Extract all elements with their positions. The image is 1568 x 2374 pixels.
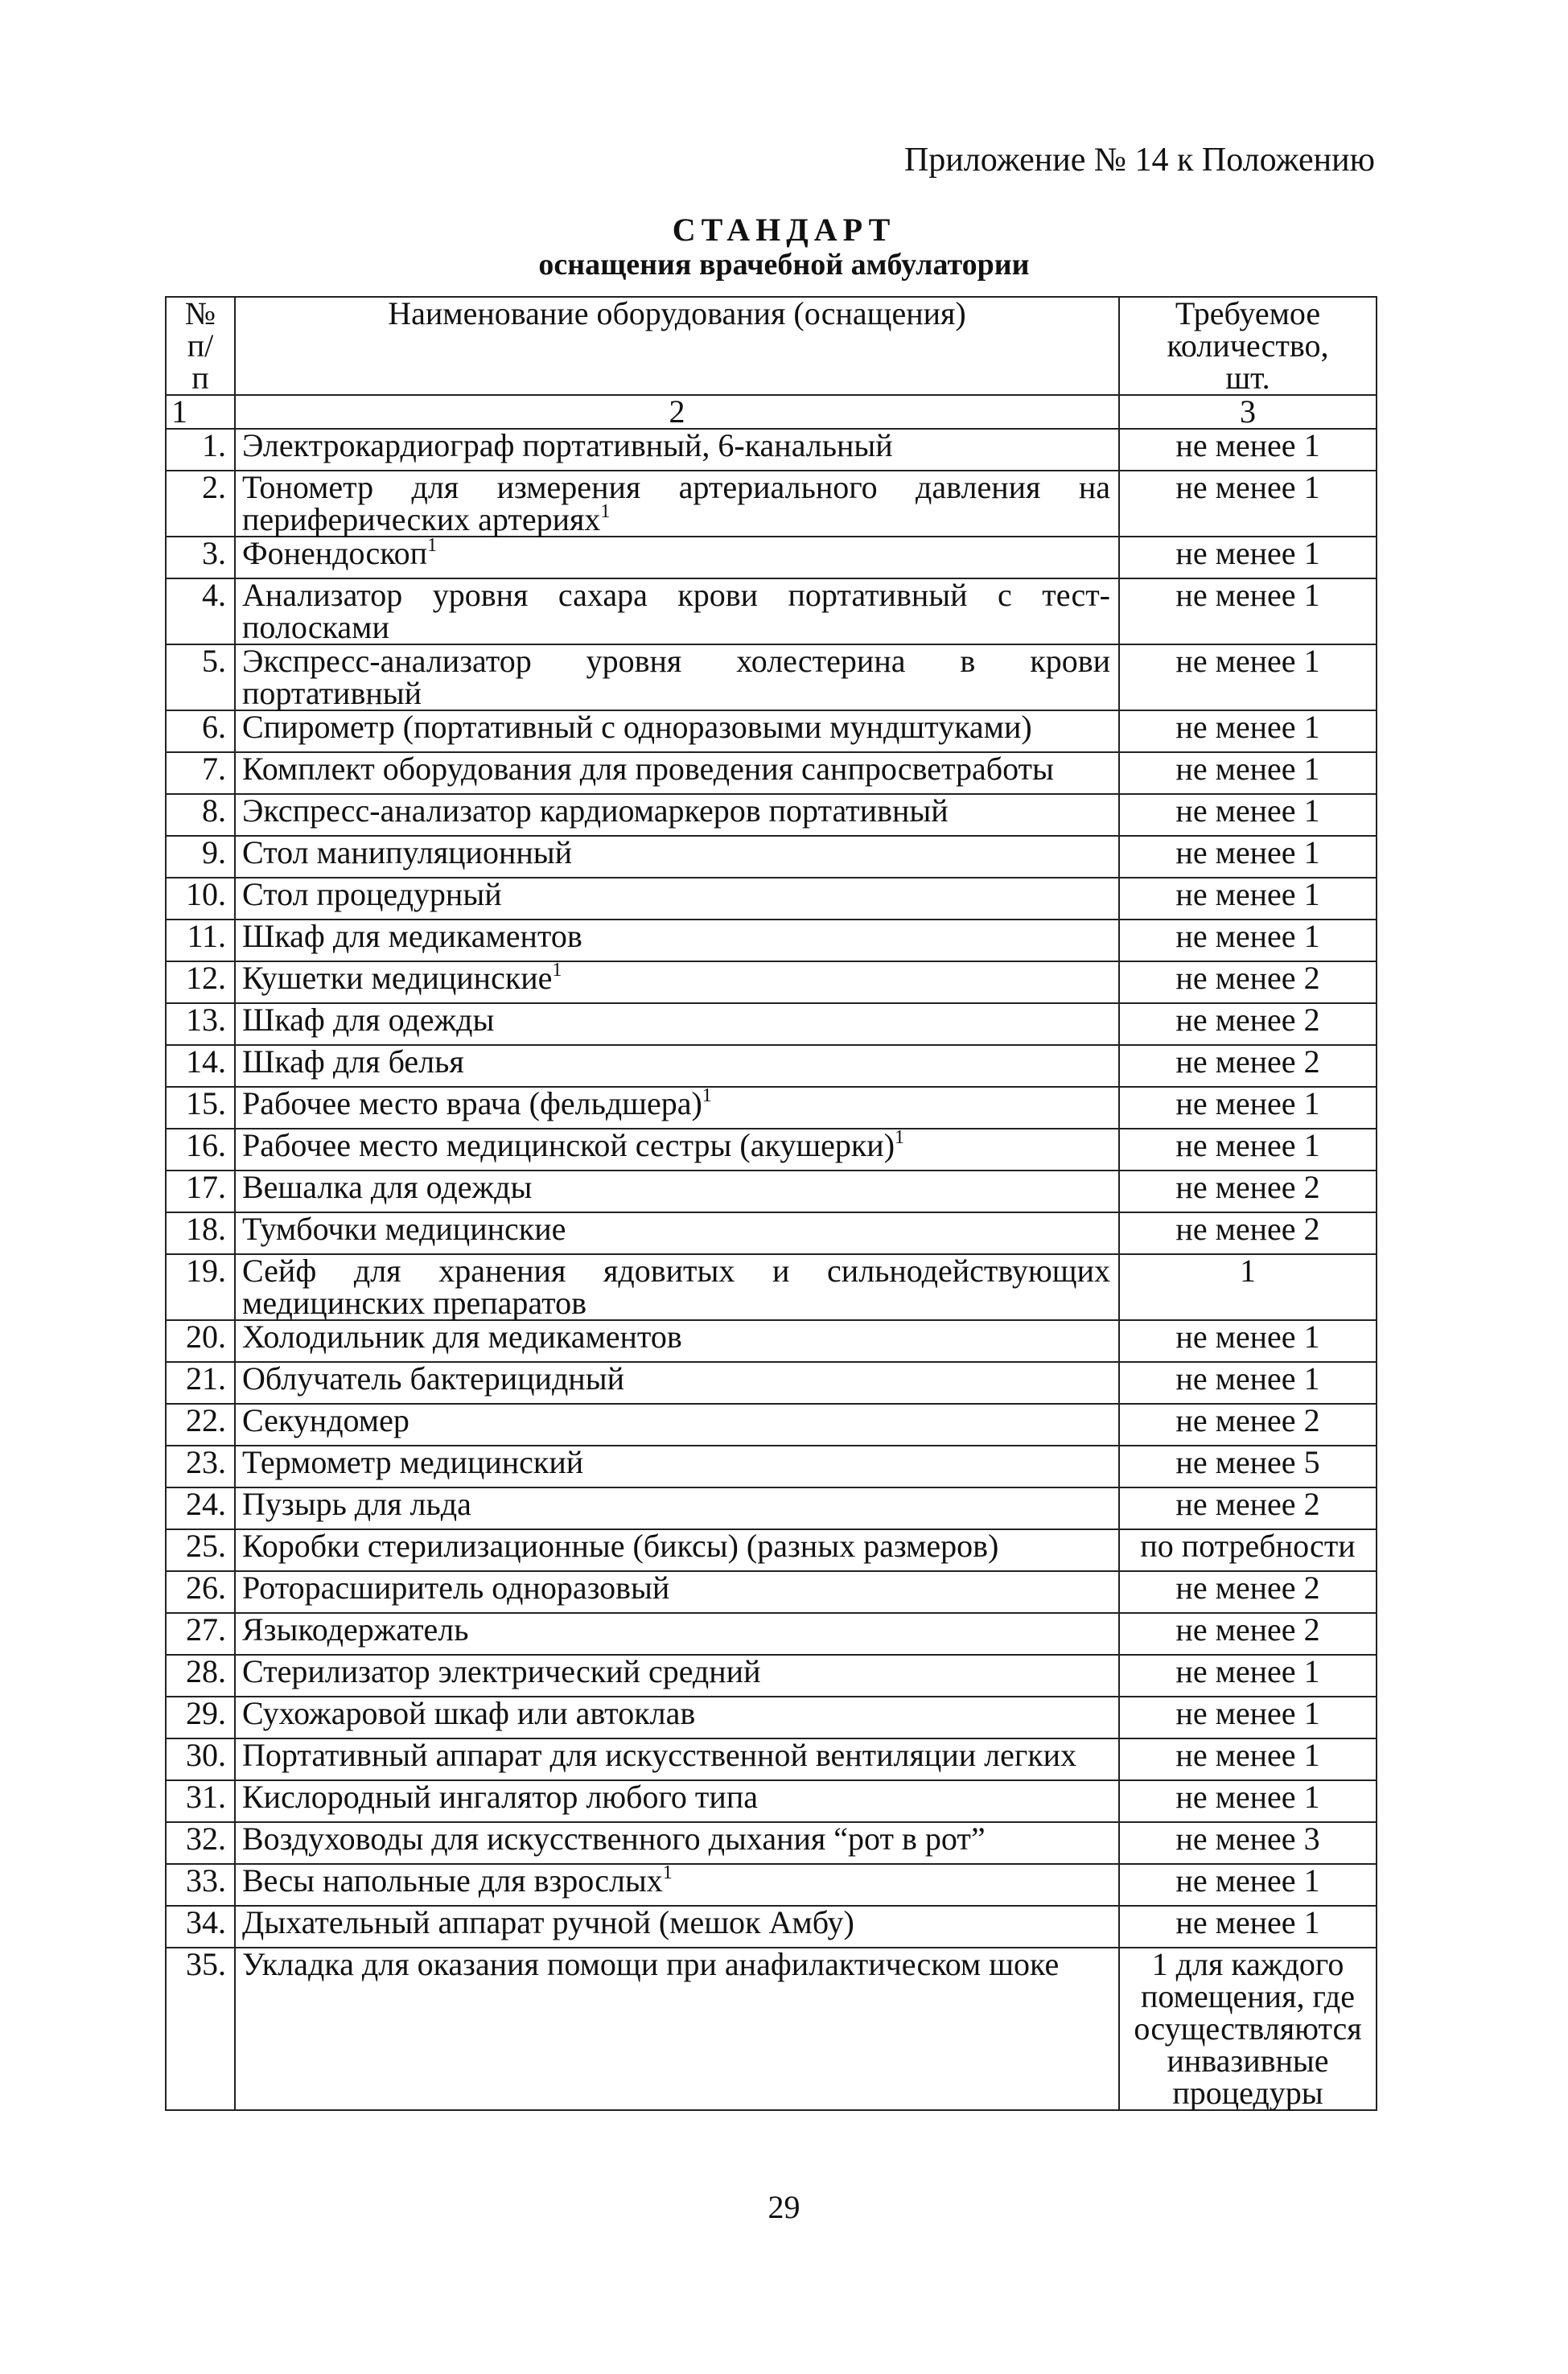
row-number: 21. bbox=[166, 1362, 235, 1404]
equipment-name: Кислородный ингалятор любого типа bbox=[242, 1779, 758, 1815]
table-row bbox=[166, 1613, 1377, 1655]
table-row bbox=[166, 1864, 1377, 1906]
equipment-name-cell bbox=[235, 429, 1119, 471]
equipment-name-cell bbox=[235, 878, 1119, 920]
row-number: 6. bbox=[166, 710, 235, 752]
table-row bbox=[166, 578, 1377, 644]
table-row bbox=[166, 1571, 1377, 1613]
row-number: 23. bbox=[166, 1446, 235, 1487]
table-row bbox=[166, 1003, 1377, 1045]
table-row bbox=[166, 920, 1377, 961]
row-number: 8. bbox=[166, 794, 235, 836]
required-quantity: не менее 2 bbox=[1119, 1404, 1377, 1446]
equipment-name-cell bbox=[235, 1822, 1119, 1864]
equipment-name: Стол манипуляционный bbox=[242, 834, 573, 870]
equipment-name-cell bbox=[235, 1697, 1119, 1738]
equipment-name: Рабочее место медицинской сестры (акушерки) bbox=[242, 1127, 895, 1163]
equipment-name: Сейф для хранения ядовитых и сильнодействующих медицинских препаратов bbox=[242, 1253, 1110, 1321]
row-number: 14. bbox=[166, 1045, 235, 1087]
row-number: 5. bbox=[166, 644, 235, 710]
equipment-name: Дыхательный аппарат ручной (мешок Амбу) bbox=[242, 1904, 854, 1940]
column-header-name: Наименование оборудования (оснащения) bbox=[235, 297, 1119, 395]
table-row bbox=[166, 644, 1377, 710]
equipment-name-cell bbox=[235, 578, 1119, 644]
required-quantity: не менее 1 bbox=[1119, 1087, 1377, 1129]
row-number: 13. bbox=[166, 1003, 235, 1045]
equipment-name: Рабочее место врача (фельдшера) bbox=[242, 1085, 702, 1121]
equipment-name-cell bbox=[235, 1171, 1119, 1212]
equipment-name: Тумбочки медицинские bbox=[242, 1211, 566, 1247]
equipment-name-cell bbox=[235, 1613, 1119, 1655]
equipment-name: Комплект оборудования для проведения санпросветработы bbox=[242, 751, 1054, 787]
row-number: 26. bbox=[166, 1571, 235, 1613]
table-row bbox=[166, 1129, 1377, 1171]
equipment-name-cell bbox=[235, 710, 1119, 752]
equipment-name-cell bbox=[235, 836, 1119, 878]
table-row bbox=[166, 1655, 1377, 1697]
equipment-name: Роторасширитель одноразовый bbox=[242, 1570, 670, 1606]
required-quantity: не менее 1 bbox=[1119, 710, 1377, 752]
table-row bbox=[166, 710, 1377, 752]
equipment-name-cell bbox=[235, 1129, 1119, 1171]
table-row bbox=[166, 1948, 1377, 2110]
table-row bbox=[166, 429, 1377, 471]
required-quantity: не менее 1 bbox=[1119, 471, 1377, 537]
row-number: 20. bbox=[166, 1320, 235, 1362]
row-number: 35. bbox=[166, 1948, 235, 2110]
equipment-name-cell bbox=[235, 1864, 1119, 1906]
row-number: 33. bbox=[166, 1864, 235, 1906]
row-number: 15. bbox=[166, 1087, 235, 1129]
row-number: 17. bbox=[166, 1171, 235, 1212]
equipment-name-cell bbox=[235, 1738, 1119, 1780]
required-quantity: не менее 1 bbox=[1119, 836, 1377, 878]
equipment-name: Весы напольные для взрослых bbox=[242, 1862, 663, 1899]
equipment-name: Портативный аппарат для искусственной вентиляции легких bbox=[242, 1737, 1077, 1773]
row-number: 9. bbox=[166, 836, 235, 878]
row-number: 27. bbox=[166, 1613, 235, 1655]
column-number: 1 bbox=[166, 395, 235, 429]
required-quantity: не менее 2 bbox=[1119, 1487, 1377, 1529]
equipment-name-cell bbox=[235, 1254, 1119, 1320]
row-number: 25. bbox=[166, 1529, 235, 1571]
equipment-name: Электрокардиограф портативный, 6-канальный bbox=[242, 427, 893, 463]
equipment-name-cell bbox=[235, 1655, 1119, 1697]
required-quantity: не менее 3 bbox=[1119, 1822, 1377, 1864]
table-row bbox=[166, 836, 1377, 878]
required-quantity: не менее 1 bbox=[1119, 1780, 1377, 1822]
equipment-name-cell bbox=[235, 537, 1119, 578]
equipment-name: Секундомер bbox=[242, 1402, 409, 1438]
equipment-name-cell bbox=[235, 1212, 1119, 1254]
row-number: 7. bbox=[166, 752, 235, 794]
appendix-reference: Приложение № 14 к Положению bbox=[903, 142, 1375, 179]
equipment-name-cell bbox=[235, 961, 1119, 1003]
footnote-marker: 1 bbox=[662, 1862, 673, 1883]
required-quantity: не менее 5 bbox=[1119, 1446, 1377, 1487]
footnote-marker: 1 bbox=[552, 960, 562, 981]
row-number: 16. bbox=[166, 1129, 235, 1171]
row-number: 29. bbox=[166, 1697, 235, 1738]
equipment-name: Шкаф для белья bbox=[242, 1043, 464, 1080]
equipment-name-cell bbox=[235, 794, 1119, 836]
required-quantity: не менее 1 bbox=[1119, 578, 1377, 644]
required-quantity: по потребности bbox=[1119, 1529, 1377, 1571]
required-quantity: не менее 1 bbox=[1119, 752, 1377, 794]
equipment-name: Стол процедурный bbox=[242, 876, 502, 912]
equipment-name-cell bbox=[235, 752, 1119, 794]
equipment-name-cell bbox=[235, 1087, 1119, 1129]
required-quantity: не менее 2 bbox=[1119, 1613, 1377, 1655]
equipment-name: Тонометр для измерения артериального давления на периферических артериях bbox=[242, 469, 1110, 537]
required-quantity: не менее 2 bbox=[1119, 1171, 1377, 1212]
equipment-name-cell bbox=[235, 1362, 1119, 1404]
required-quantity: не менее 1 bbox=[1119, 1864, 1377, 1906]
row-number: 2. bbox=[166, 471, 235, 537]
equipment-name: Холодильник для медикаментов bbox=[242, 1319, 682, 1355]
equipment-name-cell bbox=[235, 471, 1119, 537]
table-row bbox=[166, 1171, 1377, 1212]
row-number: 12. bbox=[166, 961, 235, 1003]
row-number: 28. bbox=[166, 1655, 235, 1697]
row-number: 4. bbox=[166, 578, 235, 644]
equipment-name: Экспресс-анализатор кардиомаркеров портативный bbox=[242, 792, 949, 829]
row-number: 19. bbox=[166, 1254, 235, 1320]
required-quantity: не менее 1 bbox=[1119, 1362, 1377, 1404]
table-row bbox=[166, 1822, 1377, 1864]
column-header-number: № п/п bbox=[166, 297, 235, 395]
table-row bbox=[166, 1738, 1377, 1780]
required-quantity: не менее 2 bbox=[1119, 1212, 1377, 1254]
equipment-name: Стерилизатор электрический средний bbox=[242, 1653, 761, 1689]
footnote-marker: 1 bbox=[600, 501, 611, 522]
table-row bbox=[166, 961, 1377, 1003]
equipment-name: Облучатель бактерицидный bbox=[242, 1360, 624, 1397]
equipment-name: Шкаф для одежды bbox=[242, 1002, 495, 1038]
table-row bbox=[166, 1212, 1377, 1254]
row-number: 22. bbox=[166, 1404, 235, 1446]
table-row bbox=[166, 1254, 1377, 1320]
required-quantity: не менее 1 bbox=[1119, 794, 1377, 836]
equipment-name-cell bbox=[235, 1404, 1119, 1446]
table-row bbox=[166, 471, 1377, 537]
footnote-marker: 1 bbox=[895, 1127, 905, 1148]
column-number: 3 bbox=[1119, 395, 1377, 429]
column-number-row bbox=[166, 395, 1377, 429]
equipment-name: Коробки стерилизационные (биксы) (разных размеров) bbox=[242, 1528, 999, 1564]
required-quantity: не менее 1 bbox=[1119, 1320, 1377, 1362]
row-number: 34. bbox=[166, 1906, 235, 1948]
table-header-row bbox=[166, 297, 1377, 395]
table-row bbox=[166, 1446, 1377, 1487]
equipment-table bbox=[165, 296, 1377, 2111]
equipment-name: Воздуховоды для искусственного дыхания “рот в рот” bbox=[242, 1821, 986, 1857]
table-row bbox=[166, 752, 1377, 794]
column-number: 2 bbox=[235, 395, 1119, 429]
equipment-name-cell bbox=[235, 920, 1119, 961]
equipment-name: Экспресс-анализатор уровня холестерина в крови портативный bbox=[242, 643, 1110, 711]
row-number: 31. bbox=[166, 1780, 235, 1822]
equipment-name: Вешалка для одежды bbox=[242, 1169, 533, 1205]
required-quantity: не менее 2 bbox=[1119, 1003, 1377, 1045]
table-row bbox=[166, 537, 1377, 578]
table-row bbox=[166, 1404, 1377, 1446]
table-row bbox=[166, 1362, 1377, 1404]
row-number: 11. bbox=[166, 920, 235, 961]
row-number: 18. bbox=[166, 1212, 235, 1254]
equipment-name-cell bbox=[235, 1320, 1119, 1362]
table-row bbox=[166, 1780, 1377, 1822]
required-quantity: не менее 1 bbox=[1119, 1697, 1377, 1738]
equipment-name: Термометр медицинский bbox=[242, 1444, 584, 1480]
required-quantity: не менее 1 bbox=[1119, 1655, 1377, 1697]
row-number: 24. bbox=[166, 1487, 235, 1529]
row-number: 3. bbox=[166, 537, 235, 578]
table-row bbox=[166, 1487, 1377, 1529]
required-quantity: не менее 1 bbox=[1119, 878, 1377, 920]
required-quantity: не менее 1 bbox=[1119, 1129, 1377, 1171]
table-row bbox=[166, 1529, 1377, 1571]
row-number: 10. bbox=[166, 878, 235, 920]
required-quantity: 1 для каждого помещения, где осуществляются инвазивные процедуры bbox=[1119, 1948, 1377, 2110]
page-number: 29 bbox=[768, 2189, 800, 2225]
required-quantity: 1 bbox=[1119, 1254, 1377, 1320]
table-row bbox=[166, 1697, 1377, 1738]
equipment-name-cell bbox=[235, 1045, 1119, 1087]
required-quantity: не менее 1 bbox=[1119, 1906, 1377, 1948]
required-quantity: не менее 1 bbox=[1119, 537, 1377, 578]
required-quantity: не менее 1 bbox=[1119, 644, 1377, 710]
column-header-quantity: Требуемое количество, шт. bbox=[1119, 297, 1377, 395]
document-subtitle: оснащения врачебной амбулатории bbox=[538, 248, 1030, 282]
equipment-name: Спирометр (портативный с одноразовыми мундштуками) bbox=[242, 709, 1032, 745]
required-quantity: не менее 2 bbox=[1119, 961, 1377, 1003]
equipment-name-cell bbox=[235, 1003, 1119, 1045]
equipment-name-cell bbox=[235, 1446, 1119, 1487]
table-row bbox=[166, 878, 1377, 920]
row-number: 32. bbox=[166, 1822, 235, 1864]
required-quantity: не менее 2 bbox=[1119, 1571, 1377, 1613]
equipment-name-cell bbox=[235, 644, 1119, 710]
row-number: 30. bbox=[166, 1738, 235, 1780]
table-row bbox=[166, 1320, 1377, 1362]
equipment-name: Фонендоскоп bbox=[242, 535, 428, 571]
equipment-name-cell bbox=[235, 1487, 1119, 1529]
equipment-name: Укладка для оказания помощи при анафилактическом шоке bbox=[242, 1946, 1060, 1982]
equipment-name-cell bbox=[235, 1906, 1119, 1948]
equipment-name-cell bbox=[235, 1948, 1119, 2110]
table-row bbox=[166, 794, 1377, 836]
required-quantity: не менее 2 bbox=[1119, 1045, 1377, 1087]
table-row bbox=[166, 1045, 1377, 1087]
equipment-name: Анализатор уровня сахара крови портативный с тест-полосками bbox=[242, 577, 1110, 645]
row-number: 1. bbox=[166, 429, 235, 471]
equipment-name: Кушетки медицинские bbox=[242, 960, 553, 996]
document-title: СТАНДАРТ bbox=[672, 212, 896, 248]
footnote-marker: 1 bbox=[427, 535, 438, 556]
equipment-name: Шкаф для медикаментов bbox=[242, 918, 582, 954]
equipment-name-cell bbox=[235, 1780, 1119, 1822]
table-row bbox=[166, 1906, 1377, 1948]
equipment-name-cell bbox=[235, 1529, 1119, 1571]
equipment-name: Сухожаровой шкаф или автоклав bbox=[242, 1695, 696, 1731]
footnote-marker: 1 bbox=[702, 1085, 712, 1106]
required-quantity: не менее 1 bbox=[1119, 1738, 1377, 1780]
equipment-name: Пузырь для льда bbox=[242, 1486, 471, 1522]
required-quantity: не менее 1 bbox=[1119, 920, 1377, 961]
equipment-name-cell bbox=[235, 1571, 1119, 1613]
table-row bbox=[166, 1087, 1377, 1129]
equipment-name: Языкодержатель bbox=[242, 1611, 469, 1648]
required-quantity: не менее 1 bbox=[1119, 429, 1377, 471]
